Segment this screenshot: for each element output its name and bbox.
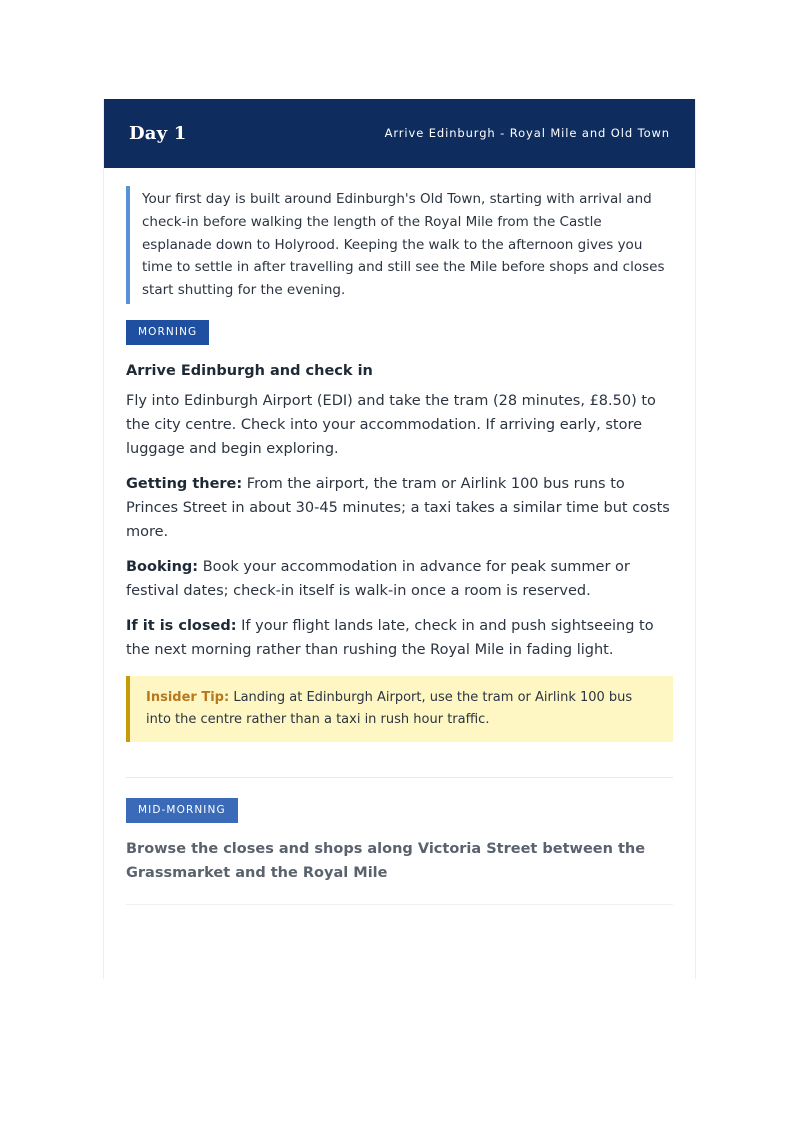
getting-there-label: Getting there: <box>126 475 243 492</box>
day-header <box>104 99 695 168</box>
day-subtitle: Arrive Edinburgh - Royal Mile and Old Town <box>384 125 670 140</box>
itinerary-day-card <box>103 99 696 979</box>
closed-label: If it is closed: <box>126 617 237 634</box>
closed-text: If your flight lands late, check in and push sightseeing to the next morning rather than rushing the Royal Mile in fading light. <box>126 617 654 658</box>
day-intro: Your first day is built around Edinburgh's Old Town, starting with arrival and check-in before walking the length of the Royal Mile from the Castle esplanade down to Holyrood. Keeping the walk to the afternoon gives you time to settle in after travelling and still see the Mile before shops and closes start shutting for the evening. <box>126 186 673 304</box>
booking-text: Book your accommodation in advance for peak summer or festival dates; check-in itself is walk-in once a room is reserved. <box>126 558 630 599</box>
mid-morning-label: MID-MORNING <box>126 798 238 823</box>
morning-label: MORNING <box>126 320 209 345</box>
mid-morning-activity-title: Browse the closes and shops along Victoria Street between the Grassmarket and the Royal Mile <box>126 840 646 881</box>
booking-paragraph <box>126 555 673 603</box>
morning-activity-title: Arrive Edinburgh and check in <box>126 362 373 379</box>
insider-tip <box>126 676 673 742</box>
section-divider-bottom <box>126 904 673 905</box>
day-title: Day 1 <box>129 123 187 144</box>
mid-morning-section <box>126 778 673 885</box>
booking-label: Booking: <box>126 558 199 575</box>
morning-description: Fly into Edinburgh Airport (EDI) and take the tram (28 minutes, £8.50) to the city centre. Check into your accommodation. If arriving early, store luggage and begin exploring. <box>126 392 656 457</box>
closed-paragraph <box>126 614 673 662</box>
day-content <box>104 168 695 905</box>
morning-section <box>126 304 673 742</box>
insider-tip-text: Landing at Edinburgh Airport, use the tram or Airlink 100 bus into the centre rather than a taxi in rush hour traffic. <box>146 689 633 727</box>
insider-tip-label: Insider Tip: <box>146 689 230 705</box>
getting-there-paragraph <box>126 472 673 544</box>
getting-there-text: From the airport, the tram or Airlink 100 bus runs to Princes Street in about 30-45 minutes; a taxi takes a similar time but costs more. <box>126 475 670 540</box>
